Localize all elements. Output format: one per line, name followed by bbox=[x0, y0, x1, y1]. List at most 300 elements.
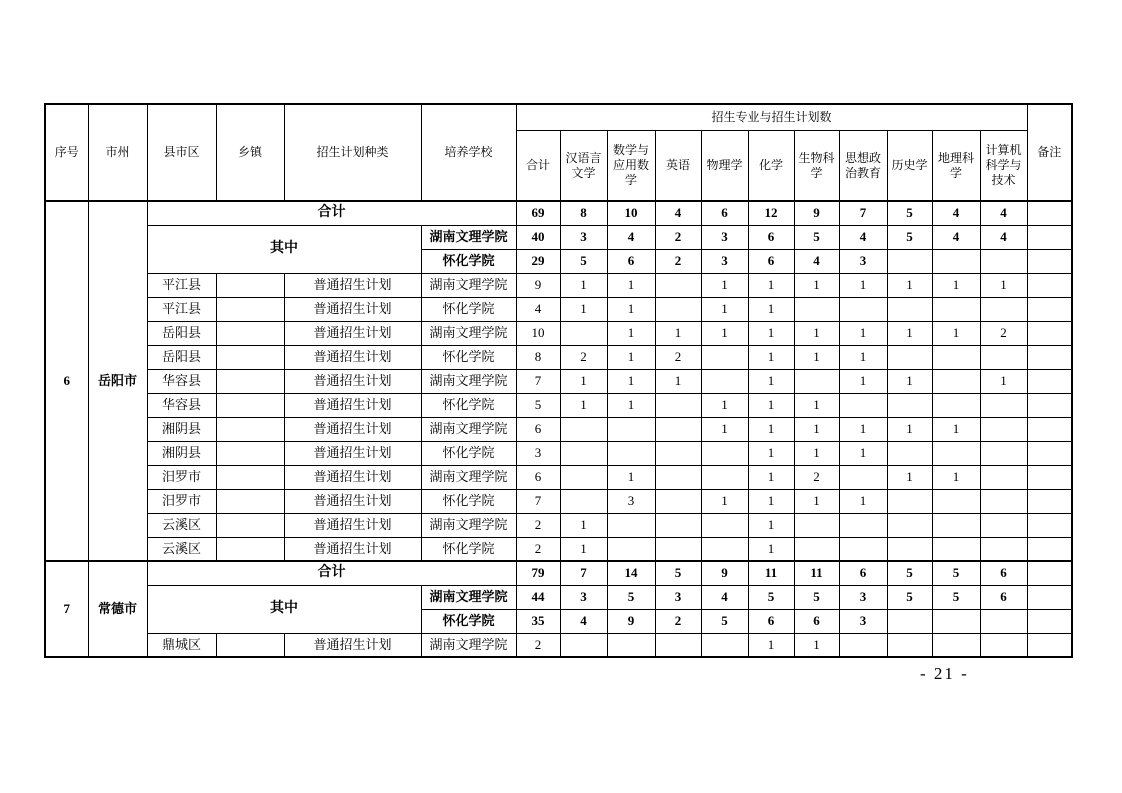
cell-value bbox=[560, 417, 607, 441]
cell-value: 2 bbox=[516, 633, 560, 657]
cell-county: 华容县 bbox=[147, 369, 216, 393]
group-breakdown-row bbox=[45, 585, 1072, 609]
cell-plan-type: 普通招生计划 bbox=[284, 441, 421, 465]
cell-value: 1 bbox=[839, 417, 887, 441]
cell-county: 湘阴县 bbox=[147, 417, 216, 441]
cell-plan-type: 普通招生计划 bbox=[284, 489, 421, 513]
cell-value: 1 bbox=[655, 321, 701, 345]
cell-value bbox=[655, 273, 701, 297]
cell-value: 5 bbox=[748, 585, 794, 609]
cell-value: 6 bbox=[607, 249, 655, 273]
cell-value bbox=[794, 513, 839, 537]
cell-value bbox=[932, 489, 980, 513]
cell-value bbox=[839, 297, 887, 321]
detail-row bbox=[45, 633, 1072, 657]
cell-value: 1 bbox=[560, 513, 607, 537]
cell-value: 4 bbox=[980, 201, 1027, 225]
cell-value: 5 bbox=[887, 585, 932, 609]
cell-value: 7 bbox=[560, 561, 607, 585]
cell-value: 1 bbox=[887, 465, 932, 489]
cell-remark bbox=[1027, 609, 1072, 633]
detail-row bbox=[45, 489, 1072, 513]
cell-value: 3 bbox=[839, 609, 887, 633]
cell-value: 1 bbox=[794, 441, 839, 465]
cell-value: 3 bbox=[839, 585, 887, 609]
cell-value bbox=[655, 513, 701, 537]
cell-value: 1 bbox=[839, 273, 887, 297]
cell-value: 6 bbox=[516, 417, 560, 441]
cell-value bbox=[887, 609, 932, 633]
cell-value: 1 bbox=[748, 441, 794, 465]
cell-school: 湖南文理学院 bbox=[421, 273, 516, 297]
cell-value: 6 bbox=[701, 201, 748, 225]
cell-value: 1 bbox=[560, 273, 607, 297]
header-major-chinese: 汉语言文学 bbox=[560, 131, 607, 202]
cell-value: 1 bbox=[748, 633, 794, 657]
cell-value: 1 bbox=[748, 537, 794, 561]
cell-value bbox=[794, 537, 839, 561]
cell-value: 4 bbox=[516, 297, 560, 321]
cell-value bbox=[980, 249, 1027, 273]
cell-value: 9 bbox=[516, 273, 560, 297]
detail-row bbox=[45, 441, 1072, 465]
cell-value: 6 bbox=[794, 609, 839, 633]
cell-value: 10 bbox=[607, 201, 655, 225]
cell-value bbox=[980, 441, 1027, 465]
cell-value: 1 bbox=[607, 369, 655, 393]
header-serial: 序号 bbox=[45, 104, 88, 201]
cell-township bbox=[216, 489, 284, 513]
cell-value: 79 bbox=[516, 561, 560, 585]
detail-row bbox=[45, 465, 1072, 489]
cell-school: 湖南文理学院 bbox=[421, 225, 516, 249]
cell-school: 湖南文理学院 bbox=[421, 633, 516, 657]
cell-value bbox=[607, 441, 655, 465]
detail-row bbox=[45, 345, 1072, 369]
cell-value: 6 bbox=[980, 561, 1027, 585]
cell-township bbox=[216, 465, 284, 489]
detail-row bbox=[45, 369, 1072, 393]
cell-value: 1 bbox=[748, 369, 794, 393]
cell-value: 2 bbox=[655, 609, 701, 633]
cell-township bbox=[216, 537, 284, 561]
cell-township bbox=[216, 393, 284, 417]
cell-value: 1 bbox=[932, 417, 980, 441]
cell-value bbox=[839, 537, 887, 561]
cell-value bbox=[607, 513, 655, 537]
header-township: 乡镇 bbox=[216, 104, 284, 201]
cell-value: 1 bbox=[887, 369, 932, 393]
cell-value: 4 bbox=[701, 585, 748, 609]
cell-value: 1 bbox=[607, 273, 655, 297]
cell-remark bbox=[1027, 417, 1072, 441]
cell-value: 4 bbox=[980, 225, 1027, 249]
cell-township bbox=[216, 441, 284, 465]
cell-school: 怀化学院 bbox=[421, 345, 516, 369]
cell-value bbox=[932, 609, 980, 633]
cell-value bbox=[887, 537, 932, 561]
cell-county: 华容县 bbox=[147, 393, 216, 417]
cell-value: 9 bbox=[607, 609, 655, 633]
cell-value: 1 bbox=[794, 345, 839, 369]
cell-value: 1 bbox=[748, 465, 794, 489]
table-header bbox=[45, 104, 1072, 201]
cell-remark bbox=[1027, 537, 1072, 561]
cell-value: 1 bbox=[839, 489, 887, 513]
cell-value: 1 bbox=[560, 369, 607, 393]
header-major-computer: 计算机科学与技术 bbox=[980, 131, 1027, 202]
cell-value: 6 bbox=[516, 465, 560, 489]
cell-county: 云溪区 bbox=[147, 537, 216, 561]
cell-value bbox=[932, 441, 980, 465]
cell-value: 2 bbox=[516, 537, 560, 561]
cell-value: 2 bbox=[560, 345, 607, 369]
cell-value: 1 bbox=[839, 321, 887, 345]
cell-value: 1 bbox=[560, 297, 607, 321]
cell-value: 1 bbox=[839, 441, 887, 465]
cell-remark bbox=[1027, 393, 1072, 417]
cell-value bbox=[655, 489, 701, 513]
detail-row bbox=[45, 417, 1072, 441]
cell-remark bbox=[1027, 441, 1072, 465]
cell-value: 4 bbox=[932, 225, 980, 249]
cell-value: 1 bbox=[887, 273, 932, 297]
cell-school: 怀化学院 bbox=[421, 489, 516, 513]
cell-remark bbox=[1027, 633, 1072, 657]
cell-value bbox=[560, 441, 607, 465]
cell-value: 1 bbox=[887, 321, 932, 345]
cell-value bbox=[980, 417, 1027, 441]
header-county: 县市区 bbox=[147, 104, 216, 201]
header-major-physics: 物理学 bbox=[701, 131, 748, 202]
cell-value bbox=[980, 393, 1027, 417]
header-major-biology: 生物科学 bbox=[794, 131, 839, 202]
cell-value bbox=[701, 537, 748, 561]
cell-value: 2 bbox=[655, 249, 701, 273]
cell-value: 1 bbox=[701, 273, 748, 297]
cell-county: 岳阳县 bbox=[147, 321, 216, 345]
cell-value: 3 bbox=[655, 585, 701, 609]
cell-school: 湖南文理学院 bbox=[421, 417, 516, 441]
cell-remark bbox=[1027, 561, 1072, 585]
cell-value: 5 bbox=[794, 585, 839, 609]
header-city: 市州 bbox=[88, 104, 147, 201]
cell-value: 3 bbox=[701, 249, 748, 273]
cell-value: 1 bbox=[748, 273, 794, 297]
cell-county: 湘阴县 bbox=[147, 441, 216, 465]
cell-value bbox=[932, 633, 980, 657]
cell-value bbox=[701, 465, 748, 489]
cell-value: 3 bbox=[839, 249, 887, 273]
cell-value: 5 bbox=[655, 561, 701, 585]
cell-value bbox=[980, 633, 1027, 657]
cell-township bbox=[216, 273, 284, 297]
cell-remark bbox=[1027, 369, 1072, 393]
page-number: - 21 - bbox=[920, 664, 969, 683]
cell-value: 1 bbox=[748, 345, 794, 369]
cell-value: 4 bbox=[839, 225, 887, 249]
cell-value: 1 bbox=[560, 393, 607, 417]
cell-value: 1 bbox=[794, 273, 839, 297]
cell-remark bbox=[1027, 201, 1072, 225]
cell-value: 7 bbox=[516, 369, 560, 393]
cell-value bbox=[560, 489, 607, 513]
cell-value bbox=[980, 297, 1027, 321]
cell-township bbox=[216, 513, 284, 537]
cell-remark bbox=[1027, 513, 1072, 537]
cell-value bbox=[560, 465, 607, 489]
cell-county: 岳阳县 bbox=[147, 345, 216, 369]
cell-value: 6 bbox=[748, 225, 794, 249]
cell-value: 1 bbox=[701, 297, 748, 321]
detail-row bbox=[45, 393, 1072, 417]
cell-plan-type: 普通招生计划 bbox=[284, 273, 421, 297]
detail-row bbox=[45, 321, 1072, 345]
cell-value: 2 bbox=[794, 465, 839, 489]
cell-township bbox=[216, 417, 284, 441]
cell-value bbox=[607, 417, 655, 441]
cell-value: 6 bbox=[748, 249, 794, 273]
cell-value bbox=[932, 393, 980, 417]
cell-value: 35 bbox=[516, 609, 560, 633]
cell-summary-label: 合计 bbox=[147, 201, 516, 225]
enrollment-plan-table bbox=[44, 103, 1073, 658]
cell-value bbox=[932, 513, 980, 537]
cell-value bbox=[839, 513, 887, 537]
cell-value: 3 bbox=[560, 585, 607, 609]
cell-value: 10 bbox=[516, 321, 560, 345]
cell-value: 1 bbox=[794, 321, 839, 345]
cell-value: 6 bbox=[980, 585, 1027, 609]
cell-value bbox=[887, 345, 932, 369]
cell-value bbox=[839, 465, 887, 489]
header-row-1 bbox=[45, 104, 1072, 131]
cell-value bbox=[887, 489, 932, 513]
cell-value: 44 bbox=[516, 585, 560, 609]
cell-plan-type: 普通招生计划 bbox=[284, 297, 421, 321]
cell-value: 1 bbox=[701, 417, 748, 441]
cell-value: 7 bbox=[839, 201, 887, 225]
cell-value: 3 bbox=[701, 225, 748, 249]
cell-value bbox=[701, 345, 748, 369]
cell-value bbox=[701, 513, 748, 537]
cell-value: 9 bbox=[701, 561, 748, 585]
cell-value bbox=[607, 537, 655, 561]
cell-value: 5 bbox=[516, 393, 560, 417]
header-total: 合计 bbox=[516, 131, 560, 202]
cell-value bbox=[701, 441, 748, 465]
cell-value bbox=[655, 537, 701, 561]
cell-value bbox=[980, 345, 1027, 369]
cell-value bbox=[980, 489, 1027, 513]
header-major-english: 英语 bbox=[655, 131, 701, 202]
cell-value bbox=[794, 297, 839, 321]
cell-value: 1 bbox=[980, 369, 1027, 393]
cell-value: 1 bbox=[932, 321, 980, 345]
cell-value: 14 bbox=[607, 561, 655, 585]
cell-school: 怀化学院 bbox=[421, 537, 516, 561]
cell-value bbox=[607, 633, 655, 657]
cell-value: 2 bbox=[980, 321, 1027, 345]
cell-value bbox=[655, 465, 701, 489]
cell-plan-type: 普通招生计划 bbox=[284, 465, 421, 489]
cell-value: 4 bbox=[932, 201, 980, 225]
cell-school: 怀化学院 bbox=[421, 609, 516, 633]
cell-value: 1 bbox=[560, 537, 607, 561]
cell-value bbox=[887, 249, 932, 273]
cell-plan-type: 普通招生计划 bbox=[284, 393, 421, 417]
cell-value bbox=[932, 369, 980, 393]
cell-value bbox=[655, 417, 701, 441]
cell-plan-type: 普通招生计划 bbox=[284, 417, 421, 441]
cell-plan-type: 普通招生计划 bbox=[284, 633, 421, 657]
table-body bbox=[45, 201, 1072, 657]
header-school: 培养学校 bbox=[421, 104, 516, 201]
cell-value bbox=[560, 633, 607, 657]
cell-remark bbox=[1027, 249, 1072, 273]
cell-value: 9 bbox=[794, 201, 839, 225]
cell-value: 1 bbox=[839, 369, 887, 393]
cell-value: 3 bbox=[607, 489, 655, 513]
cell-value: 1 bbox=[794, 417, 839, 441]
cell-value: 1 bbox=[887, 417, 932, 441]
header-major-chemistry: 化学 bbox=[748, 131, 794, 202]
cell-value: 4 bbox=[560, 609, 607, 633]
cell-value bbox=[887, 441, 932, 465]
cell-value: 1 bbox=[794, 633, 839, 657]
detail-row bbox=[45, 273, 1072, 297]
cell-remark bbox=[1027, 321, 1072, 345]
cell-value bbox=[701, 369, 748, 393]
cell-value: 1 bbox=[794, 489, 839, 513]
cell-value: 12 bbox=[748, 201, 794, 225]
cell-value: 5 bbox=[607, 585, 655, 609]
cell-plan-type: 普通招生计划 bbox=[284, 321, 421, 345]
cell-value bbox=[887, 633, 932, 657]
cell-value: 1 bbox=[607, 465, 655, 489]
cell-value bbox=[701, 633, 748, 657]
cell-value bbox=[980, 609, 1027, 633]
cell-value bbox=[980, 513, 1027, 537]
cell-school: 怀化学院 bbox=[421, 441, 516, 465]
cell-value bbox=[932, 345, 980, 369]
detail-row bbox=[45, 513, 1072, 537]
cell-value: 1 bbox=[607, 393, 655, 417]
detail-row bbox=[45, 297, 1072, 321]
cell-value: 29 bbox=[516, 249, 560, 273]
cell-school: 湖南文理学院 bbox=[421, 369, 516, 393]
cell-value: 8 bbox=[560, 201, 607, 225]
cell-value: 5 bbox=[932, 585, 980, 609]
cell-value: 1 bbox=[980, 273, 1027, 297]
cell-value: 6 bbox=[748, 609, 794, 633]
cell-school: 湖南文理学院 bbox=[421, 465, 516, 489]
cell-value: 5 bbox=[887, 201, 932, 225]
cell-value: 1 bbox=[839, 345, 887, 369]
cell-serial: 7 bbox=[45, 561, 88, 657]
cell-school: 湖南文理学院 bbox=[421, 513, 516, 537]
cell-county: 鼎城区 bbox=[147, 633, 216, 657]
cell-value: 2 bbox=[516, 513, 560, 537]
cell-remark bbox=[1027, 585, 1072, 609]
cell-value: 40 bbox=[516, 225, 560, 249]
cell-plan-type: 普通招生计划 bbox=[284, 513, 421, 537]
cell-value: 1 bbox=[701, 321, 748, 345]
cell-value bbox=[980, 537, 1027, 561]
cell-value: 1 bbox=[748, 417, 794, 441]
cell-county: 平江县 bbox=[147, 273, 216, 297]
cell-value: 11 bbox=[794, 561, 839, 585]
cell-county: 汨罗市 bbox=[147, 489, 216, 513]
cell-school: 湖南文理学院 bbox=[421, 321, 516, 345]
header-plan-type: 招生计划种类 bbox=[284, 104, 421, 201]
cell-value bbox=[655, 633, 701, 657]
header-major-history: 历史学 bbox=[887, 131, 932, 202]
cell-value: 5 bbox=[560, 249, 607, 273]
cell-township bbox=[216, 297, 284, 321]
cell-remark bbox=[1027, 297, 1072, 321]
cell-value: 6 bbox=[839, 561, 887, 585]
cell-value bbox=[794, 369, 839, 393]
cell-value: 7 bbox=[516, 489, 560, 513]
cell-value: 5 bbox=[932, 561, 980, 585]
cell-township bbox=[216, 633, 284, 657]
cell-value bbox=[887, 513, 932, 537]
cell-value: 4 bbox=[607, 225, 655, 249]
group-summary-row bbox=[45, 201, 1072, 225]
cell-city: 常德市 bbox=[88, 561, 147, 657]
cell-value: 1 bbox=[932, 465, 980, 489]
cell-value: 8 bbox=[516, 345, 560, 369]
cell-breakdown-label: 其中 bbox=[147, 585, 421, 633]
cell-value: 5 bbox=[887, 561, 932, 585]
cell-remark bbox=[1027, 273, 1072, 297]
cell-value bbox=[932, 297, 980, 321]
cell-value: 2 bbox=[655, 345, 701, 369]
cell-value bbox=[932, 249, 980, 273]
cell-city: 岳阳市 bbox=[88, 201, 147, 561]
cell-value: 1 bbox=[748, 321, 794, 345]
cell-value: 1 bbox=[748, 489, 794, 513]
cell-value: 3 bbox=[560, 225, 607, 249]
cell-serial: 6 bbox=[45, 201, 88, 561]
cell-value: 1 bbox=[748, 393, 794, 417]
cell-value: 3 bbox=[516, 441, 560, 465]
cell-value: 5 bbox=[794, 225, 839, 249]
cell-value: 1 bbox=[932, 273, 980, 297]
cell-value: 69 bbox=[516, 201, 560, 225]
cell-remark bbox=[1027, 345, 1072, 369]
cell-value bbox=[655, 393, 701, 417]
cell-value bbox=[887, 393, 932, 417]
cell-value bbox=[932, 537, 980, 561]
cell-value: 1 bbox=[607, 321, 655, 345]
cell-remark bbox=[1027, 225, 1072, 249]
cell-plan-type: 普通招生计划 bbox=[284, 345, 421, 369]
cell-plan-type: 普通招生计划 bbox=[284, 537, 421, 561]
cell-value: 1 bbox=[655, 369, 701, 393]
cell-value bbox=[887, 297, 932, 321]
cell-summary-label: 合计 bbox=[147, 561, 516, 585]
header-remark: 备注 bbox=[1027, 104, 1072, 201]
group-summary-row bbox=[45, 561, 1072, 585]
cell-school: 怀化学院 bbox=[421, 297, 516, 321]
header-major-geography: 地理科学 bbox=[932, 131, 980, 202]
cell-remark bbox=[1027, 465, 1072, 489]
header-major-math: 数学与应用数学 bbox=[607, 131, 655, 202]
cell-value: 1 bbox=[701, 489, 748, 513]
cell-value: 5 bbox=[887, 225, 932, 249]
